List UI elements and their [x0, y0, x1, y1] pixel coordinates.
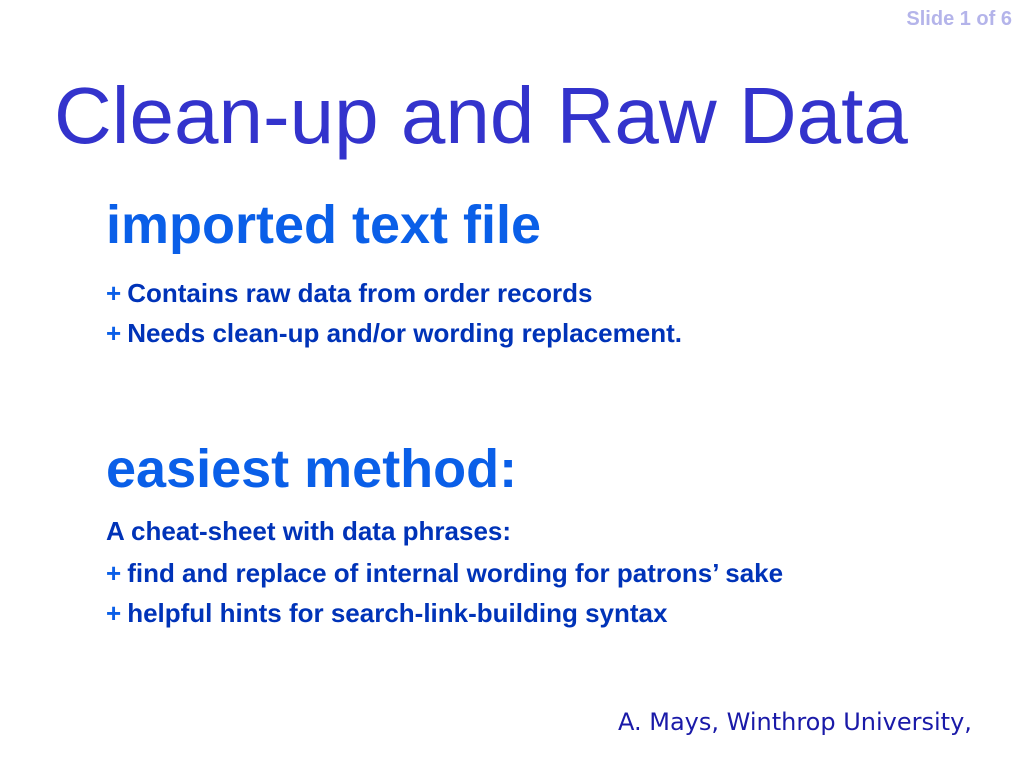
bullet-item: [106, 600, 667, 626]
bullet-item: [106, 560, 783, 586]
plus-marker: +: [106, 278, 122, 308]
slide-title: Clean-up and Raw Data: [54, 71, 908, 160]
plus-marker: +: [106, 318, 122, 348]
section-heading-imported-text-file: imported text file: [106, 195, 542, 255]
plus-marker: +: [106, 558, 122, 588]
slide-counter: Slide 1 of 6: [906, 8, 1012, 30]
bullet-text: Needs clean-up and/or wording replacement.: [127, 318, 682, 348]
section-heading-easiest-method: easiest method:: [106, 439, 518, 499]
bullet-text: find and replace of internal wording for patrons’ sake: [127, 558, 784, 588]
bullet-item: [106, 320, 682, 346]
bullet-item: [106, 280, 592, 306]
section-intro: A cheat-sheet with data phrases:: [106, 516, 512, 546]
footer-attribution: A. Mays, Winthrop University,: [618, 708, 972, 736]
plus-marker: +: [106, 598, 122, 628]
bullet-text: helpful hints for search-link-building syntax: [127, 598, 668, 628]
bullet-text: Contains raw data from order records: [127, 278, 593, 308]
